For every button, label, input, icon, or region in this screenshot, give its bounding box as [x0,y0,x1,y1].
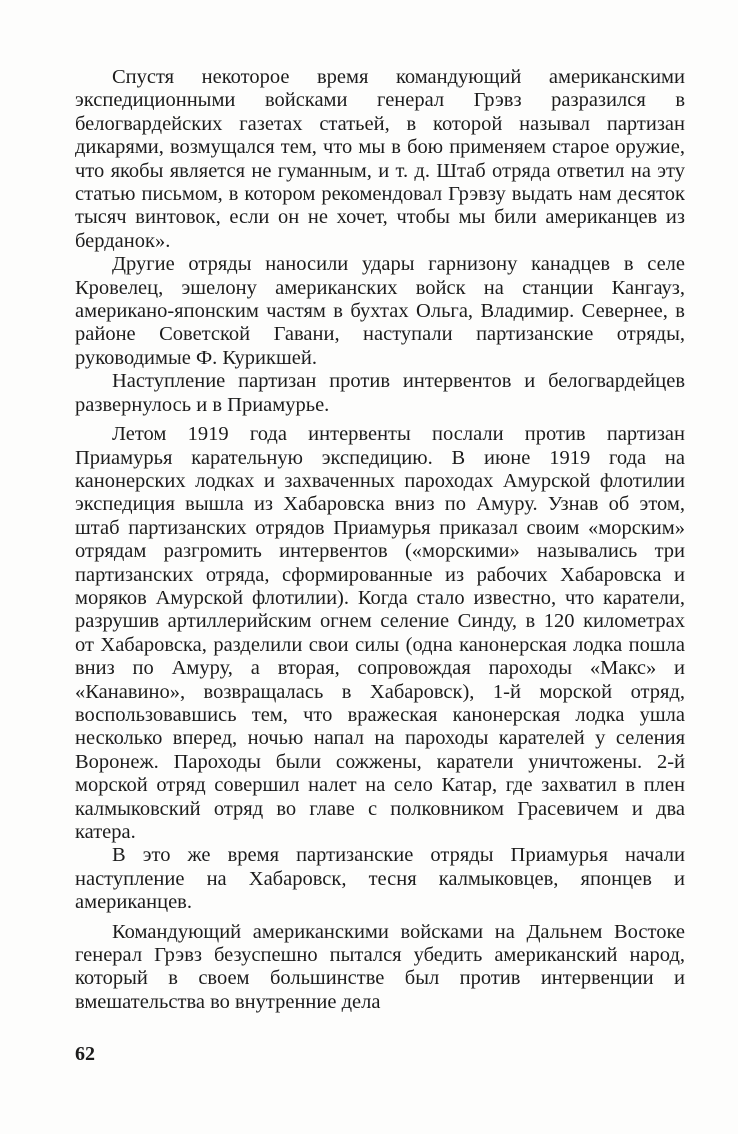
paragraph-1: Спустя некоторое время командующий американскими экспедиционными войсками генерал Грэвз разразился в белогвардейских газетах статьей, в которой называл партизан дикарями, возмущался тем, что мы в бою применяем старое оружие, что якобы является не гуманным, и т. д. Штаб отряда ответил на эту статью письмом, в котором рекомендовал Грэвзу выдать нам десяток тысяч винтовок, если он не хочет, чтобы мы били американцев из берданок». [75,66,685,252]
paragraph-3: Наступление партизан против интервентов и белогвардейцев развернулось и в Приамурье. [75,370,685,416]
paragraph-2: Другие отряды наносили удары гарнизону канадцев в селе Кровелец, эшелону американских войск на станции Кангауз, американо-японским частям в бухтах Ольга, Владимир. Севернее, в районе Советской Гавани, наступали партизанские отряды, руководимые Ф. Курикшей. [75,253,685,369]
paragraph-4: Летом 1919 года интервенты послали против партизан Приамурья карательную экспедицию. В июне 1919 года на канонерских лодках и захваченных пароходах Амурской флотилии экспедиция вышла из Хабаровска вниз по Амуру. Узнав об этом, штаб партизанских отрядов Приамурья приказал своим «морским» отрядам разгромить интервентов («морскими» назывались три партизанских отряда, сформированные из рабочих Хабаровска и моряков Амурской флотилии). Когда стало известно, что каратели, разрушив артиллерийским огнем селение Синду, в 120 километрах от Хабаровска, разделили свои силы (одна канонерская лодка пошла вниз по Амуру, а вторая, сопровождая пароходы «Макс» и «Канавино», возвращалась в Хабаровск), 1-й морской отряд, воспользовавшись тем, что вражеская канонерская лодка ушла несколько вперед, ночью напал на пароходы карателей у селения Воронеж. Пароходы были сожжены, каратели уничтожены. 2-й морской отряд совершил налет на село Катар, где захватил в плен калмыковский отряд во главе с полковником Грасевичем и два катера. [75,423,685,843]
paragraph-6: Командующий американскими войсками на Дальнем Востоке генерал Грэвз безуспешно пытался убедить американский народ, который в своем большинстве был против интервенции и вмешательства во внутренние дела [75,920,685,1013]
paragraph-5: В это же время партизанские отряды Приамурья начали наступление на Хабаровск, тесня калмыковцев, японцев и американцев. [75,844,685,914]
page-number: 62 [75,1043,95,1065]
page-text [75,66,685,1014]
